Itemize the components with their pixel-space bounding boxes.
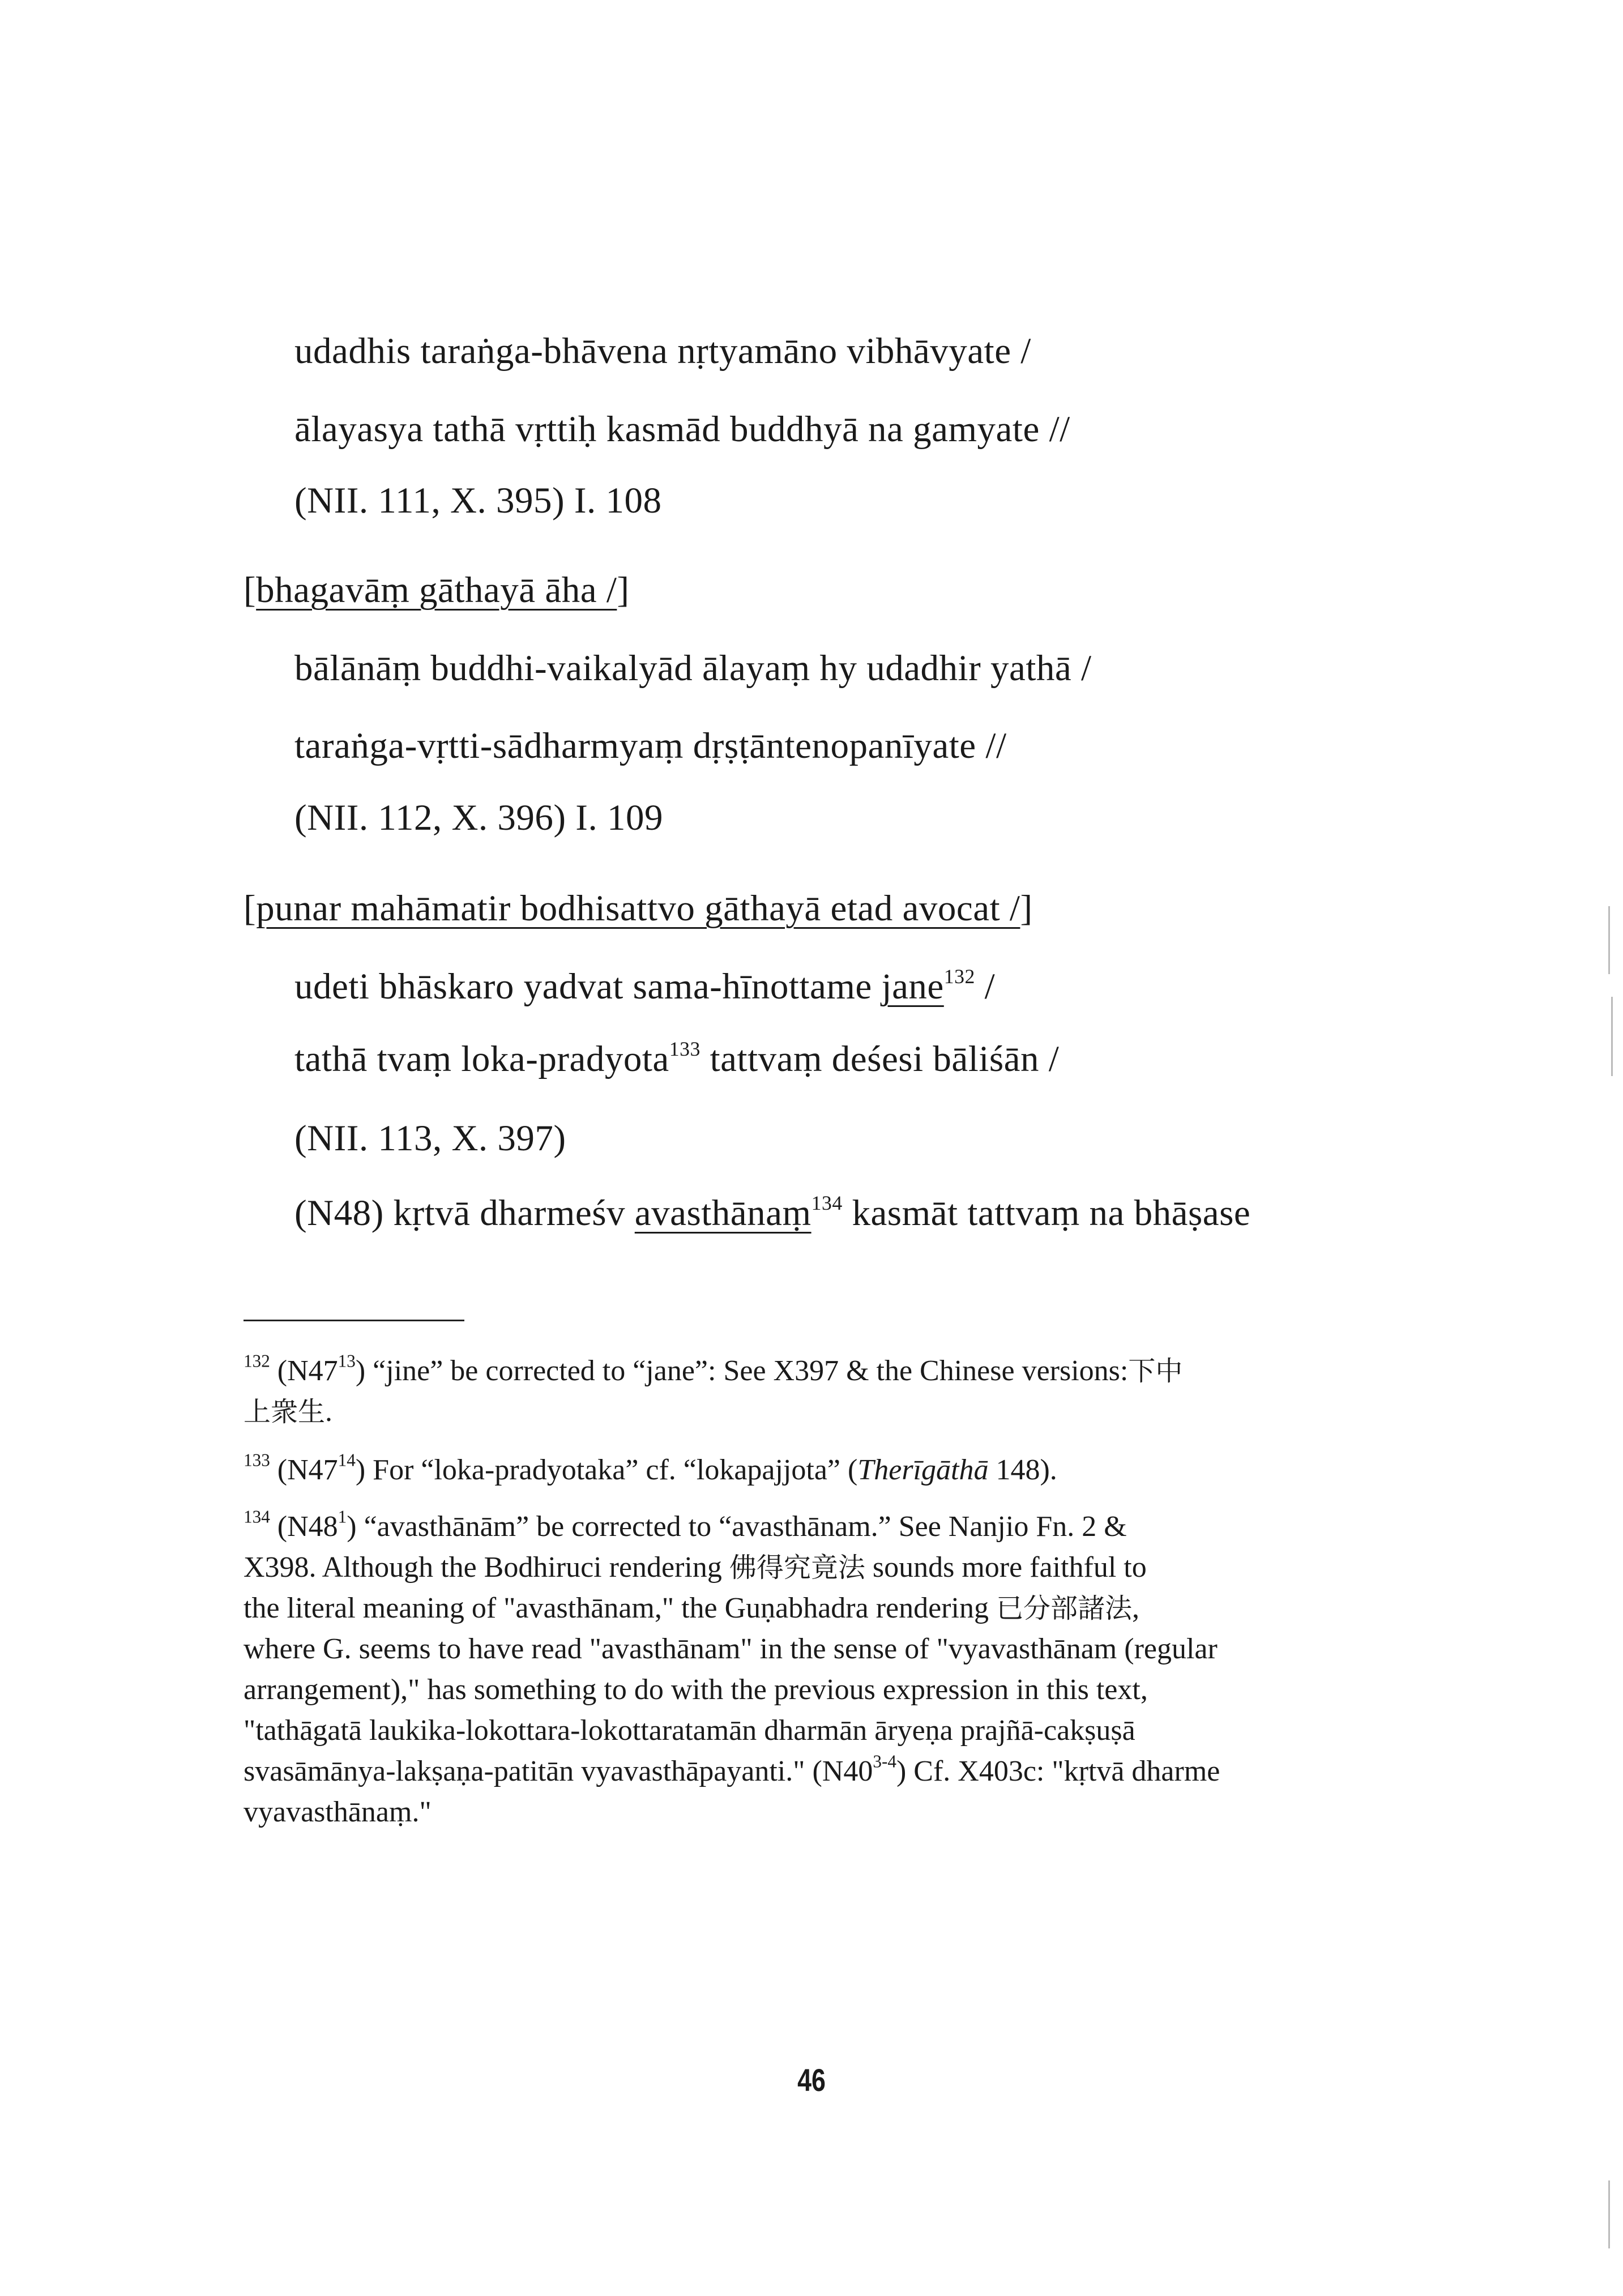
footnote-134-cjk-a: 佛得究竟法 [729,1552,865,1584]
footnote-134-line6: "tathāgatā laukika-lokottara-lokottaratamān dharmān āryeṇa prajñā-cakṣuṣā [244,1714,1135,1747]
footnote-134-cjk-b: 已分部諸法 [996,1593,1132,1624]
footnote-134-line4: where G. seems to have read "avasthānam" in the sense of "vyavasthānam (regular [244,1633,1218,1665]
footnote-132-end: . [325,1395,333,1428]
verse3-line3-end: kasmāt tattvaṃ na bhāṣase [842,1193,1251,1234]
footnote-133-title: Therīgāthā [857,1454,989,1486]
footnote-134-line5: arrangement)," has something to do with the previous expression in this text, [244,1674,1148,1706]
footnote-132-cjk-b: 上衆生 [244,1396,326,1428]
footnote-132-line1 [244,1351,1317,1392]
verse3-line1-end: / [975,966,996,1007]
footnote-134-line3 [244,1588,1317,1629]
footnote-134-line2 [244,1547,1317,1588]
footnote-separator [244,1320,464,1321]
verse2-intro: [bhagavāṃ gāthayā āha /] [244,570,630,611]
footnote-134-line8: vyavasthānaṃ." [244,1796,432,1828]
footnote-133-number: 133 [244,1450,270,1470]
footnote-132-number: 132 [244,1351,270,1371]
page-number: 46 [797,2062,826,2098]
verse3-line3-text: (N48) kṛtvā dharmeśv [294,1193,635,1234]
verse3-line2-end: tattvaṃ deśesi bāliśān / [700,1039,1060,1079]
footnote-ref-134: 134 [811,1192,843,1215]
footnote-ref-132: 132 [943,965,975,988]
verse1-reference: (NII. 111, X. 395) I. 108 [294,480,662,521]
footnote-134-ref-sup: 1 [338,1507,347,1527]
scan-edge-mark [1608,2180,1610,2248]
footnote-132-cjk-a: 下中 [1128,1355,1183,1387]
verse3-line2 [294,1038,1060,1079]
footnote-132-line2 [244,1392,1317,1432]
footnote-133-end: 148). [988,1454,1057,1486]
verse2-intro-text: bhagavāṃ gāthayā āha / [256,570,617,611]
footnote-132 [244,1351,1317,1432]
footnote-134-text-2a: X398. Although the Bodhiruci rendering [244,1551,729,1584]
verse3-intro-text: punar mahāmatir bodhisattvo gāthayā etad avocat / [256,888,1020,929]
footnote-134-ref-sup-2: 3-4 [873,1751,896,1772]
scan-edge-mark [1608,906,1610,974]
verse1-line1: udadhis taraṅga-bhāvena nṛtyamāno vibhāvyate / [294,331,1031,372]
footnote-133 [244,1450,1317,1491]
verse3-line3-underlined: avasthānaṃ [634,1193,812,1234]
footnote-133-text: ) For “loka-pradyotaka” cf. “lokapajjota” ( [355,1454,858,1486]
footnote-134-line7 [244,1751,1317,1792]
footnote-134-text-2b: sounds more faithful to [865,1551,1147,1584]
footnote-134-line1 [244,1507,1317,1547]
footnote-134-number: 134 [244,1507,270,1527]
footnote-133-line1 [244,1450,1317,1491]
verse3-line1-underlined: jane [881,966,944,1007]
verse3-intro: [punar mahāmatir bodhisattvo gāthayā etad avocat /] [244,888,1033,929]
footnote-132-ref-sup: 13 [338,1351,356,1371]
verse3-line1 [294,965,996,1007]
footnote-ref-133: 133 [669,1038,701,1061]
verse3-line1-text: udeti bhāskaro yadvat sama-hīnottame [294,966,882,1007]
verse2-reference: (NII. 112, X. 396) I. 109 [294,797,663,838]
footnote-134-text-7a: svasāmānya-lakṣaṇa-patitān vyavasthāpayanti." (N40 [244,1755,873,1787]
footnote-134-text-3b: , [1131,1592,1139,1624]
scan-edge-mark [1611,997,1613,1076]
verse3-line3 [294,1192,1251,1234]
footnote-134-text-3a: the literal meaning of "avasthānam," the Guṇabhadra rendering [244,1592,996,1624]
footnote-134 [244,1507,1317,1833]
footnote-132-text: ) “jine” be corrected to “jane”: See X397 & the Chinese versions: [355,1355,1129,1387]
footnote-134-text-7b: ) Cf. X403c: "kṛtvā dharme [896,1755,1220,1787]
footnote-133-ref: (N47 [277,1454,338,1486]
footnote-132-ref: (N47 [277,1355,338,1387]
footnote-134-ref: (N48 [277,1510,338,1543]
footnote-133-ref-sup: 14 [338,1450,356,1470]
verse3-line2-text: tathā tvaṃ loka-pradyota [294,1039,669,1079]
verse2-line2: taraṅga-vṛtti-sādharmyaṃ dṛṣṭāntenopanīyate // [294,725,1007,766]
footnote-134-text-1: ) “avasthānām” be corrected to “avasthānam.” See Nanjio Fn. 2 & [347,1510,1127,1543]
verse3-reference: (NII. 113, X. 397) [294,1118,566,1159]
verse2-line1: bālānāṃ buddhi-vaikalyād ālayaṃ hy udadhir yathā / [294,648,1092,689]
verse1-line2: ālayasya tathā vṛttiḥ kasmād buddhyā na gamyate // [294,409,1070,450]
